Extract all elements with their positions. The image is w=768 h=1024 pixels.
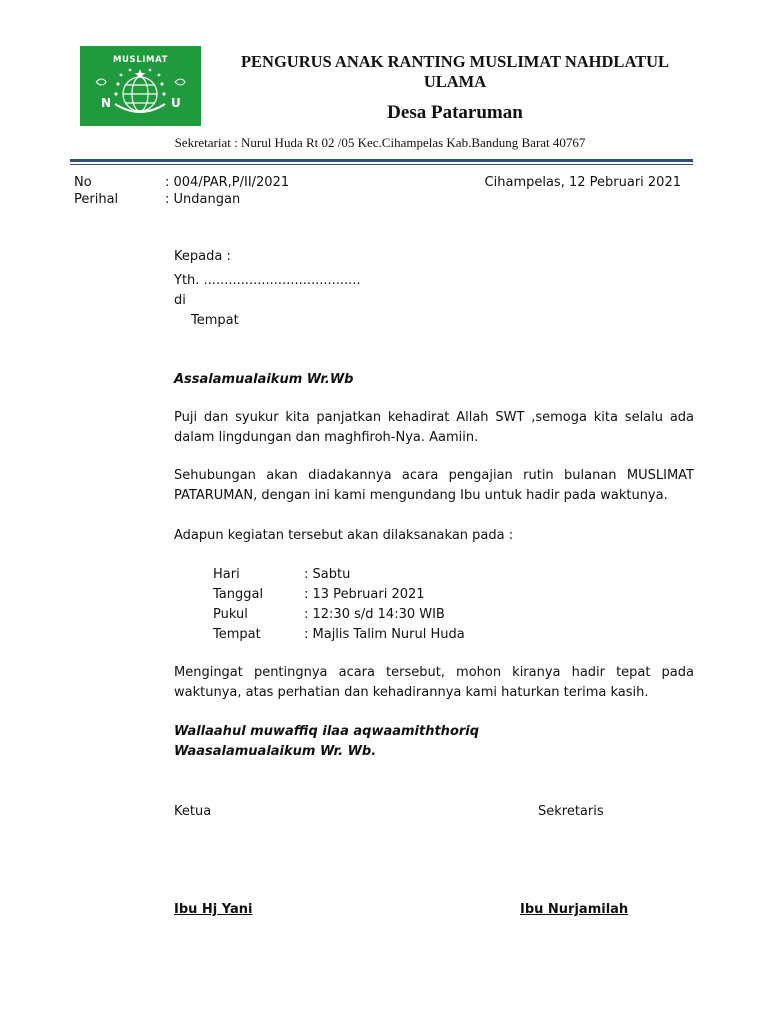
detail-value: : Sabtu bbox=[304, 567, 351, 582]
subject-value: : Undangan bbox=[165, 192, 241, 207]
closing-greeting: Waasalamualaikum Wr. Wb. bbox=[174, 744, 377, 759]
detail-value: : Majlis Talim Nurul Huda bbox=[304, 627, 465, 642]
organization-name: PENGURUS ANAK RANTING MUSLIMAT NAHDLATUL ULAMA bbox=[240, 52, 670, 91]
letter-number-label: No bbox=[74, 175, 92, 190]
logo-letter-n: N bbox=[101, 96, 112, 110]
paragraph-praise: Puji dan syukur kita panjatkan kehadirat Allah SWT ,semoga kita selalu ada dalam lingdungan dan maghfiroh-Nya. Aamiin. bbox=[174, 410, 694, 445]
secretary-name: Ibu Nurjamilah bbox=[520, 902, 629, 917]
chair-name: Ibu Hj Yani bbox=[174, 902, 253, 917]
closing-prayer: Wallaahul muwaffiq ilaa aqwaamiththoriq bbox=[174, 724, 480, 739]
globe-star-emblem-icon bbox=[80, 46, 201, 126]
detail-label: Pukul bbox=[213, 607, 248, 622]
detail-label: Tempat bbox=[213, 627, 261, 642]
paragraph-closing-request: Mengingat pentingnya acara tersebut, mohon kiranya hadir tepat pada waktunya, atas perhatian dan kehadirannya kami haturkan terima kasih. bbox=[174, 665, 694, 700]
detail-value: : 12:30 s/d 14:30 WIB bbox=[304, 607, 445, 622]
secretary-title: Sekretaris bbox=[538, 804, 604, 819]
secretariat-address: Sekretariat : Nurul Huda Rt 02 /05 Kec.Cihampelas Kab.Bandung Barat 40767 bbox=[174, 135, 586, 150]
logo-top-text: MUSLIMAT bbox=[112, 55, 169, 65]
recipient-name: Yth. ...................................... bbox=[174, 273, 361, 288]
city-date: Cihampelas, 12 Pebruari 2021 bbox=[484, 175, 681, 190]
recipient-place: Tempat bbox=[191, 313, 239, 328]
paragraph-invitation: Sehubungan akan diadakannya acara pengajian rutin bulanan MUSLIMAT PATARUMAN, dengan ini kami mengundang Ibu untuk hadir pada waktunya. bbox=[174, 468, 694, 503]
letter-number-value: : 004/PAR,P/II/2021 bbox=[165, 175, 290, 190]
organization-place: Desa Pataruman bbox=[387, 102, 523, 123]
subject-label: Perihal bbox=[74, 192, 119, 207]
detail-label: Hari bbox=[213, 567, 240, 582]
detail-value: : 13 Pebruari 2021 bbox=[304, 587, 425, 602]
chair-title: Ketua bbox=[174, 804, 212, 819]
paragraph-schedule-intro: Adapun kegiatan tersebut akan dilaksanakan pada : bbox=[174, 528, 514, 543]
logo-letter-u: U bbox=[171, 96, 181, 110]
organization-logo bbox=[80, 46, 201, 126]
opening-greeting: Assalamualaikum Wr.Wb bbox=[174, 372, 354, 387]
header-divider-thin bbox=[70, 164, 693, 165]
detail-label: Tanggal bbox=[213, 587, 264, 602]
header-divider-thick bbox=[70, 159, 693, 162]
recipient-at: di bbox=[174, 293, 186, 308]
recipient-heading: Kepada : bbox=[174, 249, 231, 264]
